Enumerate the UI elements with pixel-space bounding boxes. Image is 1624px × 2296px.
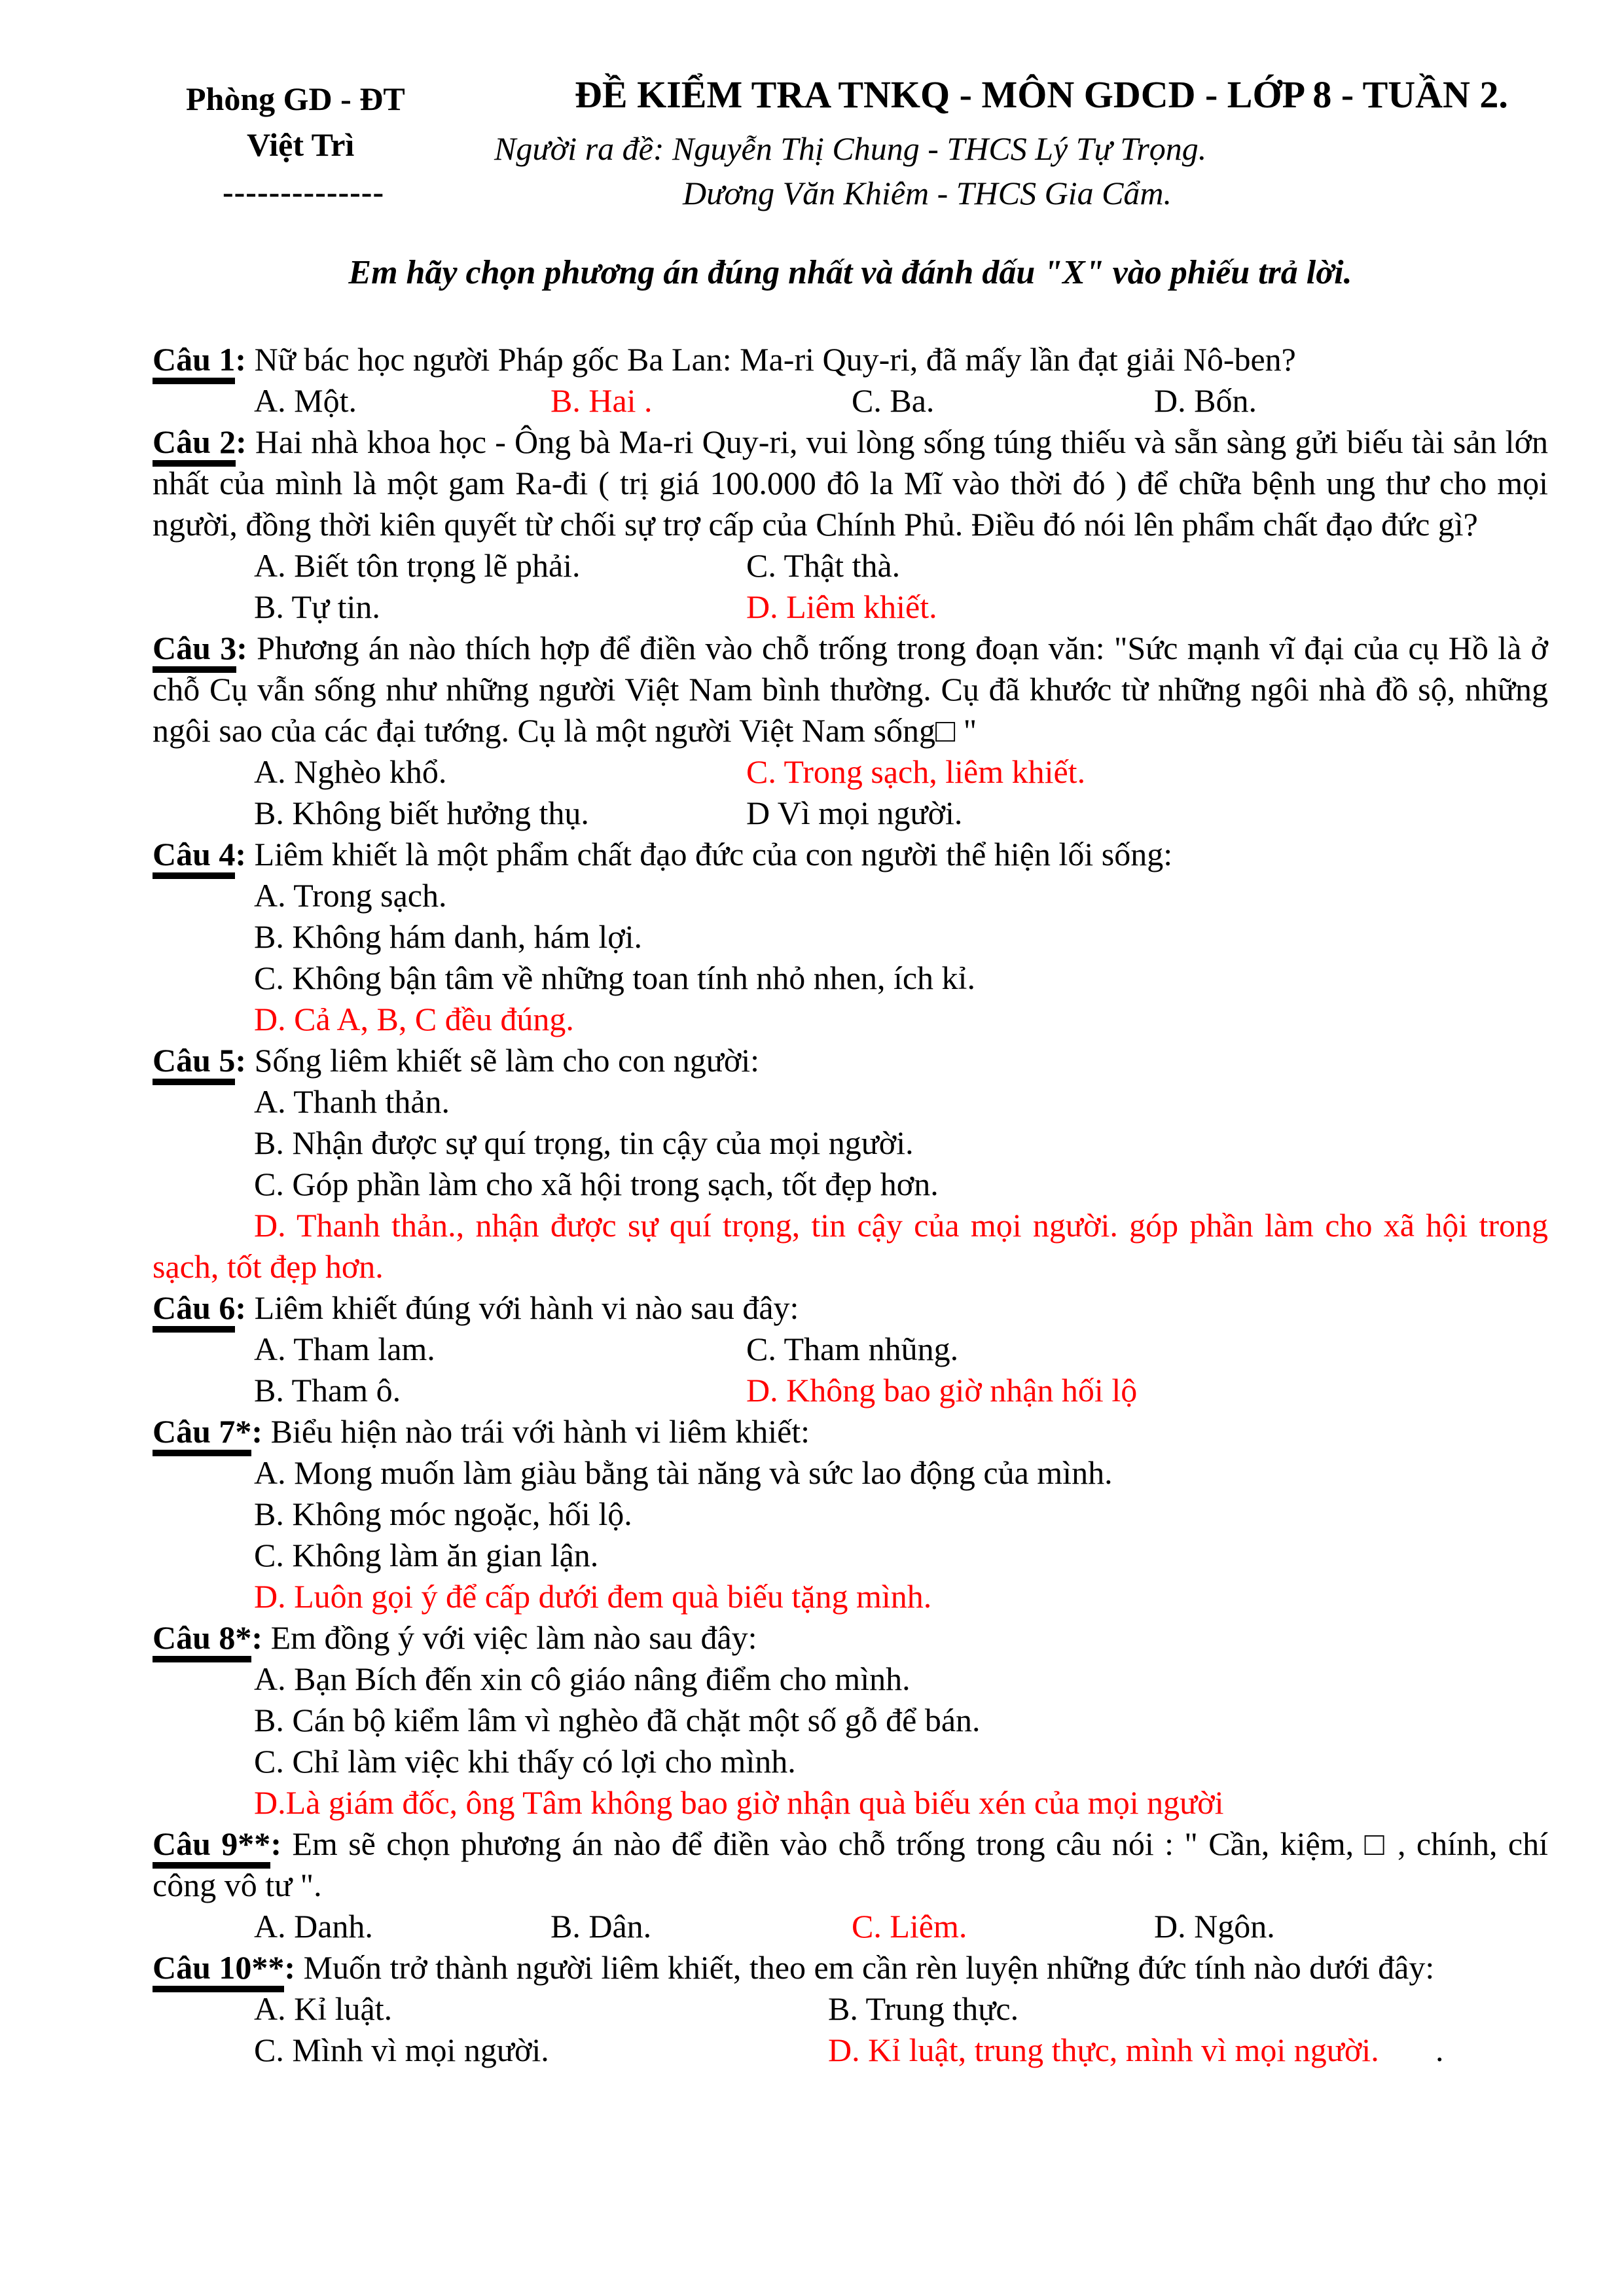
- option-c: C. Liêm.: [852, 1908, 967, 1945]
- question-8-text: [153, 1617, 1548, 1659]
- question-6-colon: :: [235, 1289, 255, 1326]
- question-2-options-row-2: [153, 586, 1548, 628]
- office-line-2: Việt Trì: [247, 126, 355, 163]
- question-3: [153, 628, 1548, 834]
- question-10: [153, 1947, 1548, 2071]
- question-3-label: Câu 3: [153, 630, 236, 673]
- question-6-options-row-1: [153, 1329, 1548, 1370]
- question-10-options-row-1: [153, 1988, 1548, 2030]
- option-d: D. Kỉ luật, trung thực, mình vì mọi người.: [828, 2032, 1379, 2068]
- option-b: B. Không hám danh, hám lợi.: [254, 918, 643, 955]
- option-b: B. Dân.: [550, 1908, 652, 1945]
- trailing-period: .: [1435, 2032, 1444, 2068]
- option-a: A. Biết tôn trọng lẽ phải.: [254, 547, 581, 584]
- option-d: D. Thanh thản., nhận được sự quí trọng, tin cậy của mọi người. góp phần làm cho xã hội trong sạch, tốt đẹp hơn.: [153, 1207, 1548, 1285]
- option-a: A. Mong muốn làm giàu bằng tài năng và sức lao động của mình.: [254, 1454, 1113, 1491]
- option-b: B. Không biết hưởng thụ.: [254, 795, 589, 831]
- option-b: B. Hai .: [550, 382, 653, 419]
- option-d: D.Là giám đốc, ông Tâm không bao giờ nhận quà biếu xén của mọi người: [254, 1784, 1224, 1821]
- question-8-label: Câu 8*: [153, 1619, 251, 1662]
- office-line-1: Phòng GD - ĐT: [186, 81, 405, 117]
- question-10-colon: :: [284, 1949, 304, 1986]
- option-a: A. Một.: [254, 382, 357, 419]
- question-7-text: [153, 1411, 1548, 1452]
- question-9-colon: :: [270, 1825, 293, 1862]
- question-1-colon: :: [235, 341, 255, 378]
- question-10-options-row-2: [153, 2030, 1548, 2071]
- question-3-body: Phương án nào thích hợp để điền vào chỗ trống trong đoạn văn: "Sức mạnh vĩ đại của cụ Hồ là ở chỗ Cụ vẫn sống như những người Việt Nam bình thường. Cụ đã khước từ những ngôi nhà đồ sộ, những ngôi sao của các đại tướng. Cụ là một người Việt Nam sống□ ": [153, 630, 1548, 749]
- question-10-body: Muốn trở thành người liêm khiết, theo em cần rèn luyện những đức tính nào dưới đây:: [303, 1949, 1435, 1986]
- author-line-1: Người ra đề: Nguyễn Thị Chung - THCS Lý Tự Trọng.: [494, 130, 1207, 167]
- question-9-options-row: [153, 1906, 1548, 1947]
- option-a: A. Kỉ luật.: [254, 1990, 393, 2027]
- option-c: C. Góp phần làm cho xã hội trong sạch, tốt đẹp hơn.: [254, 1166, 939, 1202]
- question-8-colon: :: [251, 1619, 271, 1656]
- option-c: C. Không làm ăn gian lận.: [254, 1537, 599, 1573]
- question-3-text: [153, 628, 1548, 751]
- option-c: C. Thật thà.: [746, 547, 901, 584]
- option-b: B. Nhận được sự quí trọng, tin cậy của mọi người.: [254, 1124, 914, 1161]
- option-a: A. Tham lam.: [254, 1331, 435, 1367]
- question-7-colon: :: [251, 1413, 271, 1450]
- question-1-options-row: [153, 380, 1548, 422]
- option-a: A. Nghèo khổ.: [254, 753, 447, 790]
- option-b: B. Tự tin.: [254, 588, 380, 625]
- question-4-label: Câu 4: [153, 836, 235, 879]
- question-10-text: [153, 1947, 1548, 1988]
- question-8-body: Em đồng ý với việc làm nào sau đây:: [270, 1619, 757, 1656]
- option-c: C. Ba.: [852, 382, 935, 419]
- option-a: A. Danh.: [254, 1908, 373, 1945]
- option-d: D. Liêm khiết.: [746, 588, 937, 625]
- option-a: A. Bạn Bích đến xin cô giáo nâng điểm cho mình.: [254, 1660, 911, 1697]
- question-9-label: Câu 9**: [153, 1825, 270, 1869]
- question-4: [153, 834, 1548, 1040]
- question-7: [153, 1411, 1548, 1617]
- question-5: [153, 1040, 1548, 1287]
- question-1: [153, 339, 1548, 422]
- option-d: D. Luôn gọi ý để cấp dưới đem quà biếu tặng mình.: [254, 1578, 932, 1615]
- question-4-colon: :: [235, 836, 255, 872]
- question-5-body: Sống liêm khiết sẽ làm cho con người:: [254, 1042, 760, 1079]
- question-4-body: Liêm khiết là một phẩm chất đạo đức của con người thể hiện lối sống:: [254, 836, 1173, 872]
- question-9-body: Em sẽ chọn phương án nào để điền vào chỗ trống trong câu nói : " Cần, kiệm, □ , chính, chí công vô tư ".: [153, 1825, 1548, 1903]
- question-10-label: Câu 10**: [153, 1949, 284, 1992]
- question-7-body: Biểu hiện nào trái với hành vi liêm khiết:: [270, 1413, 810, 1450]
- option-a: A. Thanh thản.: [254, 1083, 450, 1120]
- question-9-text: [153, 1823, 1548, 1906]
- question-6: [153, 1287, 1548, 1411]
- option-d: D Vì mọi người.: [746, 795, 963, 831]
- option-c: C. Không bận tâm về những toan tính nhỏ nhen, ích kỉ.: [254, 960, 975, 996]
- question-5-colon: :: [235, 1042, 255, 1079]
- question-6-text: [153, 1287, 1548, 1329]
- office-divider-dashes: --------------: [223, 173, 385, 210]
- option-b: B. Trung thực.: [828, 1990, 1019, 2027]
- question-6-label: Câu 6: [153, 1289, 235, 1333]
- question-6-body: Liêm khiết đúng với hành vi nào sau đây:: [254, 1289, 799, 1326]
- option-b: B. Cán bộ kiểm lâm vì nghèo đã chặt một số gỗ để bán.: [254, 1702, 981, 1738]
- questions-area: [153, 339, 1548, 2071]
- question-2-body: Hai nhà khoa học - Ông bà Ma-ri Quy-ri, vui lòng sống túng thiếu và sẵn sàng gửi biếu tài sản lớn nhất của mình là một gam Ra-đi ( trị giá 100.000 đô la Mĩ vào thời đó ) để chữa bệnh ung thư cho mọi người, đồng thời kiên quyết từ chối sự trợ cấp của Chính Phủ. Điều đó nói lên phẩm chất đạo đức gì?: [153, 423, 1549, 543]
- question-1-body: Nữ bác học người Pháp gốc Ba Lan: Ma-ri Quy-ri, đã mấy lần đạt giải Nô-ben?: [254, 341, 1296, 378]
- option-c: C. Trong sạch, liêm khiết.: [746, 753, 1086, 790]
- question-2-colon: :: [236, 423, 255, 460]
- option-c: C. Chỉ làm việc khi thấy có lợi cho mình.: [254, 1743, 796, 1780]
- option-d: D. Bốn.: [1154, 382, 1257, 419]
- question-9: [153, 1823, 1548, 1947]
- question-3-colon: :: [236, 630, 257, 666]
- option-b: B. Tham ô.: [254, 1372, 401, 1408]
- question-1-label: Câu 1: [153, 341, 235, 384]
- question-5-label: Câu 5: [153, 1042, 235, 1085]
- instruction-line: Em hãy chọn phương án đúng nhất và đánh dấu "X" vào phiếu trả lời.: [348, 254, 1352, 291]
- question-3-options-row-1: [153, 751, 1548, 793]
- option-a: A. Trong sạch.: [254, 877, 447, 914]
- option-c: C. Mình vì mọi người.: [254, 2032, 549, 2068]
- question-4-text: [153, 834, 1548, 875]
- option-c: C. Tham nhũng.: [746, 1331, 959, 1367]
- question-1-text: [153, 339, 1548, 380]
- question-8: [153, 1617, 1548, 1823]
- question-3-options-row-2: [153, 793, 1548, 834]
- question-5-text: [153, 1040, 1548, 1081]
- question-2-text: [153, 422, 1548, 545]
- author-line-2: Dương Văn Khiêm - THCS Gia Cẩm.: [683, 175, 1172, 211]
- option-d: D. Ngôn.: [1154, 1908, 1275, 1945]
- option-b: B. Không móc ngoặc, hối lộ.: [254, 1496, 632, 1532]
- question-6-options-row-2: [153, 1370, 1548, 1411]
- question-2-label: Câu 2: [153, 423, 236, 467]
- exam-title: ĐỀ KIỂM TRA TNKQ - MÔN GDCD - LỚP 8 - TUẦN 2.: [575, 73, 1508, 116]
- question-7-label: Câu 7*: [153, 1413, 251, 1456]
- question-2: [153, 422, 1548, 628]
- option-d: D. Cả A, B, C đều đúng.: [254, 1001, 574, 1037]
- option-d: D. Không bao giờ nhận hối lộ: [746, 1372, 1138, 1408]
- question-2-options-row-1: [153, 545, 1548, 586]
